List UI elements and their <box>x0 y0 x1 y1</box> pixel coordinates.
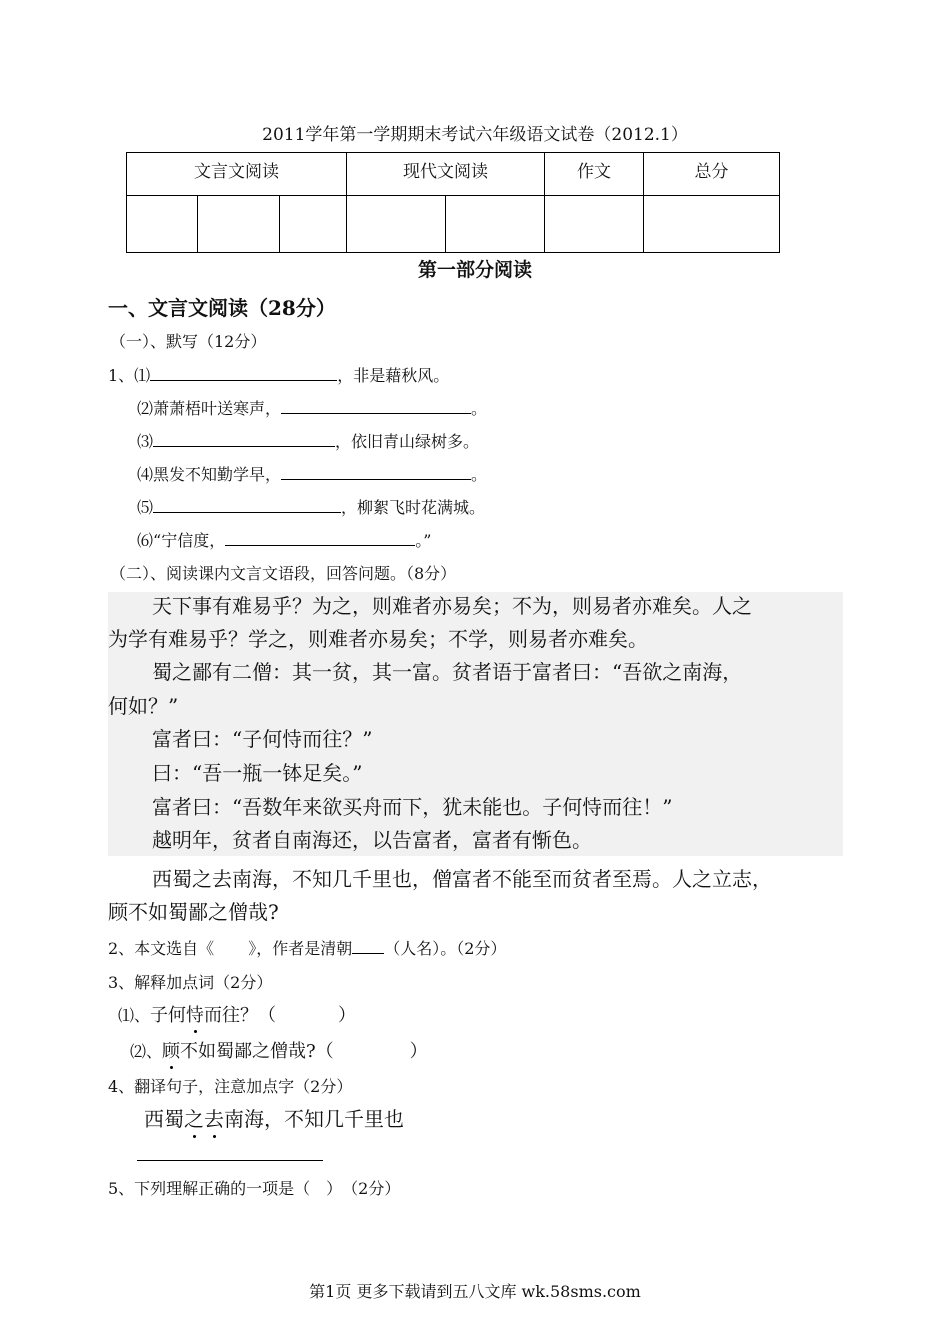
dictation-q2 <box>137 396 487 419</box>
passage-line: 富者曰：“子何恃而往？” <box>152 727 373 751</box>
q-text: 2、本文选自《 <box>108 939 215 958</box>
sub2-title: （二）、阅读课内文言文语段，回答问题。（8分） <box>110 564 457 583</box>
dotted-word: 恃 <box>186 1001 204 1027</box>
score-table <box>126 152 780 253</box>
q-text: 萧萧梧叶送寒声， <box>153 399 282 418</box>
question-3-2 <box>130 1037 428 1063</box>
dictation-q3 <box>137 429 479 452</box>
question-4-title: 4、翻译句子，注意加点字（2分） <box>108 1077 353 1096</box>
q-text: （人名）。（2分） <box>384 939 507 958</box>
dotted-word: 去 <box>204 1103 224 1132</box>
q-text: 黑发不知勤学早， <box>153 465 282 484</box>
score-header-modern: 现代文阅读 <box>347 153 545 196</box>
q-number: ⑵、 <box>130 1042 163 1061</box>
q-end: ） <box>338 1005 357 1026</box>
answer-blank <box>150 364 337 381</box>
passage-line: 蜀之鄙有二僧：其一贫，其一富。贫者语于富者曰：“吾欲之南海， <box>152 660 743 684</box>
dictation-q4 <box>137 462 487 485</box>
q-number: 1、⑴ <box>108 366 151 385</box>
passage-line: 富者曰：“吾数年来欲买舟而下，犹未能也。子何恃而往！” <box>152 795 673 819</box>
q-number: ⑴、 <box>118 1006 151 1025</box>
score-cell <box>127 196 198 253</box>
answer-blank <box>137 1160 323 1161</box>
answer-blank <box>281 397 471 414</box>
answer-blank <box>153 430 335 447</box>
dictation-q1 <box>108 363 449 386</box>
answer-blank <box>225 529 415 546</box>
question-4-sentence <box>144 1103 404 1132</box>
score-cell <box>198 196 280 253</box>
score-header-total: 总分 <box>644 153 780 196</box>
score-cell <box>545 196 644 253</box>
q-number: ⑹ <box>137 531 154 550</box>
dotted-word: 之 <box>184 1103 204 1132</box>
passage-line: 西蜀之去南海，不知几千里也，僧富者不能至而贫者至焉。人之立志， <box>152 867 772 891</box>
answer-blank <box>352 937 384 954</box>
q-text: ，依旧青山绿树多。 <box>335 432 480 451</box>
part1-title: 第一部分阅读 <box>417 259 532 281</box>
q-text: 南海，不知几千里也 <box>224 1107 404 1131</box>
q-text: “宁信度， <box>153 531 226 550</box>
question-3-1 <box>118 1001 356 1027</box>
question-5: 5、下列理解正确的一项是（ ） （2分） <box>108 1179 401 1198</box>
answer-blank <box>281 463 471 480</box>
q-end: 。 <box>471 465 488 484</box>
q-number: ⑶ <box>137 432 154 451</box>
passage-line: 曰：“吾一瓶一钵足矣。” <box>152 761 363 785</box>
dotted-word: 顾 <box>162 1037 180 1063</box>
score-cell <box>446 196 545 253</box>
q-number: ⑸ <box>137 498 154 517</box>
passage-line: 何如？” <box>108 694 179 718</box>
passage-line: 为学有难易乎？学之，则难者亦易矣；不学，则易者亦难矣。 <box>108 627 648 651</box>
dictation-q6 <box>137 528 431 551</box>
score-cell <box>644 196 780 253</box>
q-text: 而往？（ <box>204 1005 277 1026</box>
q-end: 。 <box>471 399 488 418</box>
score-header-classical: 文言文阅读 <box>127 153 347 196</box>
passage-line: 越明年，贫者自南海还，以告富者，富者有惭色。 <box>152 828 592 852</box>
q-text: ，柳絮飞时花满城。 <box>341 498 486 517</box>
q-text: 子何 <box>150 1005 187 1026</box>
q-number: ⑷ <box>137 465 154 484</box>
q-text: 西蜀 <box>144 1107 184 1131</box>
dictation-q5 <box>137 495 485 518</box>
question-2 <box>108 936 506 959</box>
passage-line: 顾不如蜀鄙之僧哉? <box>108 900 279 924</box>
q-text: ，非是藉秋风。 <box>337 366 450 385</box>
score-cell <box>280 196 347 253</box>
q-number: ⑵ <box>137 399 154 418</box>
q-text: 》，作者是清朝 <box>248 939 353 958</box>
score-header-essay: 作文 <box>545 153 644 196</box>
section1-title: 一、文言文阅读（28分） <box>108 296 336 320</box>
q-text: 不如蜀鄙之僧哉?（ <box>180 1041 334 1062</box>
score-cell <box>347 196 446 253</box>
q-end: ） <box>409 1041 428 1062</box>
sub1-title: （一）、默写（12分） <box>110 332 267 351</box>
answer-blank <box>153 496 341 513</box>
page-footer: 第1页 更多下载请到五八文库 wk.58sms.com <box>309 1282 641 1301</box>
q-end: 。” <box>415 531 432 550</box>
exam-title: 2011学年第一学期期末考试六年级语文试卷（2012.1） <box>262 125 688 145</box>
passage-line: 天下事有难易乎？为之，则难者亦易矣；不为，则易者亦难矣。人之 <box>152 594 752 618</box>
question-3-title: 3、解释加点词（2分） <box>108 973 273 992</box>
